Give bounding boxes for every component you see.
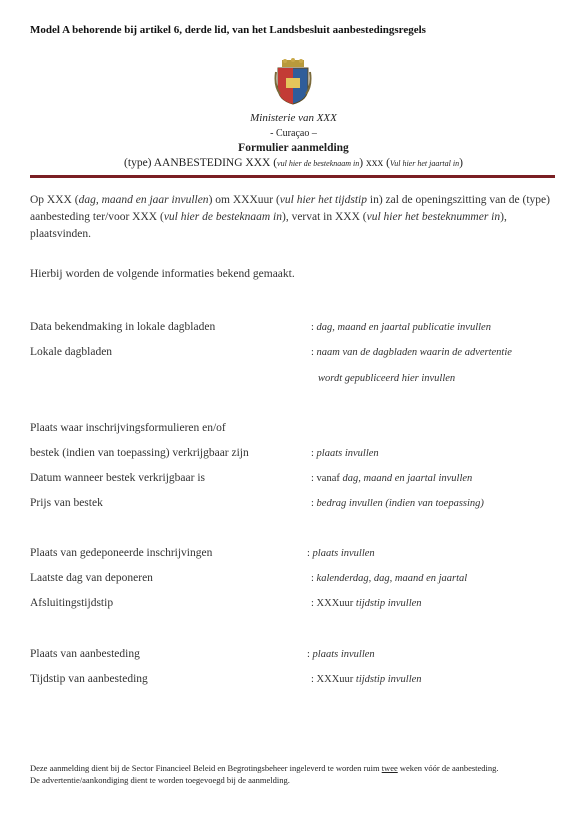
- country-name: - Curaçao –: [270, 128, 317, 139]
- field-prefix: :: [311, 498, 317, 509]
- type-line-part: ) xxx (: [359, 157, 390, 169]
- field-hint: naam van de dagbladen waarin de advertentie: [316, 347, 512, 358]
- field-hint: tijdstip invullen: [355, 674, 422, 685]
- field-value-spec-price: [311, 498, 484, 509]
- field-prefix: : XXXuur: [311, 598, 356, 609]
- field-label-deposit-location: Plaats van gedeponeerde inschrijvingen: [30, 547, 213, 559]
- footer-text: Deze aanmelding dient bij de Sector Financieel Beleid en Begrotingsbeheer ingeleverd te worden ruim: [30, 763, 382, 773]
- field-prefix: :: [311, 347, 317, 358]
- document-heading: Model A behorende bij artikel 6, derde lid, van het Landsbesluit aanbestedingsregels: [30, 24, 426, 36]
- footer-note-advertisement: De advertentie/aankondiging dient te worden toegevoegd bij de aanmelding.: [30, 775, 290, 785]
- field-value-spec-date: [311, 473, 472, 484]
- intro-hint: vul hier het besteknummer in: [366, 211, 501, 223]
- field-hint: dag, maand en jaartal publicatie invullen: [316, 322, 491, 333]
- field-label-tender-location: Plaats van aanbesteding: [30, 648, 140, 660]
- intro-text: ), vervat in XXX (: [281, 211, 367, 223]
- field-hint: kalenderdag, dag, maand en jaartal: [316, 573, 468, 584]
- field-hint: plaats invullen: [312, 548, 375, 559]
- intro-text: ) om XXXuur (: [208, 194, 280, 206]
- type-line-hint: Vul hier het jaartal in: [389, 159, 460, 168]
- intro-text: Op XXX (: [30, 194, 79, 206]
- type-line-part: ): [459, 157, 463, 169]
- field-label-publication-date: Data bekendmaking in lokale dagbladen: [30, 321, 216, 333]
- field-value-newspapers-cont: [318, 373, 455, 384]
- field-hint: dag, maand en jaartal invullen: [342, 473, 473, 484]
- field-label-forms-location-cont: bestek (indien van toepassing) verkrijgbaar zijn: [30, 447, 249, 459]
- type-line-hint: vul hier de besteknaam in: [277, 159, 360, 168]
- field-value-forms-location: [311, 448, 379, 459]
- field-label-forms-location: Plaats waar inschrijvingsformulieren en/of: [30, 422, 226, 434]
- field-value-last-deposit-day: [311, 573, 467, 584]
- field-prefix: : XXXuur: [311, 674, 356, 685]
- field-label-spec-date: Datum wanneer bestek verkrijgbaar is: [30, 472, 205, 484]
- field-value-deposit-location: [307, 548, 375, 559]
- field-prefix: :: [307, 649, 313, 660]
- type-line: [0, 157, 587, 169]
- coat-of-arms-icon: [274, 58, 312, 106]
- header-divider: [30, 175, 555, 178]
- intro-hint: vul hier het tijdstip: [279, 194, 367, 206]
- field-prefix: :: [311, 322, 317, 333]
- footer-emphasis: twee: [381, 763, 398, 773]
- field-hint: tijdstip invullen: [355, 598, 422, 609]
- form-title: Formulier aanmelding: [238, 142, 349, 154]
- field-prefix: : vanaf: [311, 473, 343, 484]
- field-value-tender-location: [307, 649, 375, 660]
- field-hint: wordt gepubliceerd hier invullen: [318, 373, 456, 384]
- field-prefix: :: [307, 548, 313, 559]
- field-label-last-deposit-day: Laatste dag van deponeren: [30, 572, 153, 584]
- field-hint: bedrag invullen (indien van toepassing): [316, 498, 484, 509]
- intro-paragraph: [30, 192, 556, 243]
- field-value-publication-date: [311, 322, 491, 333]
- field-hint: plaats invullen: [316, 448, 379, 459]
- footer-note-submission: [30, 762, 550, 774]
- intro-hint: vul hier de besteknaam in: [163, 211, 282, 223]
- type-line-part: (type) AANBESTEDING XXX (: [124, 157, 278, 169]
- field-value-tender-time: [311, 674, 422, 685]
- field-label-spec-price: Prijs van bestek: [30, 497, 103, 509]
- field-label-tender-time: Tijdstip van aanbesteding: [30, 673, 148, 685]
- footer-text: weken vóór de aanbesteding.: [397, 763, 499, 773]
- field-label-closing-time: Afsluitingstijdstip: [30, 597, 114, 609]
- footer-notes: [30, 762, 550, 786]
- announcement-text: Hierbij worden de volgende informaties bekend gemaakt.: [30, 268, 295, 280]
- field-value-closing-time: [311, 598, 422, 609]
- field-label-newspapers: Lokale dagbladen: [30, 346, 113, 358]
- intro-text: ), plaatsvinden.: [30, 211, 507, 240]
- field-prefix: :: [311, 573, 317, 584]
- intro-hint: dag, maand en jaar invullen: [78, 194, 209, 206]
- field-hint: plaats invullen: [312, 649, 375, 660]
- ministry-name: Ministerie van XXX: [250, 112, 337, 124]
- field-value-newspapers: [311, 347, 512, 358]
- intro-text: in) zal de openingszitting van de (type) aanbesteding ter/voor XXX (: [30, 194, 550, 223]
- field-prefix: :: [311, 448, 317, 459]
